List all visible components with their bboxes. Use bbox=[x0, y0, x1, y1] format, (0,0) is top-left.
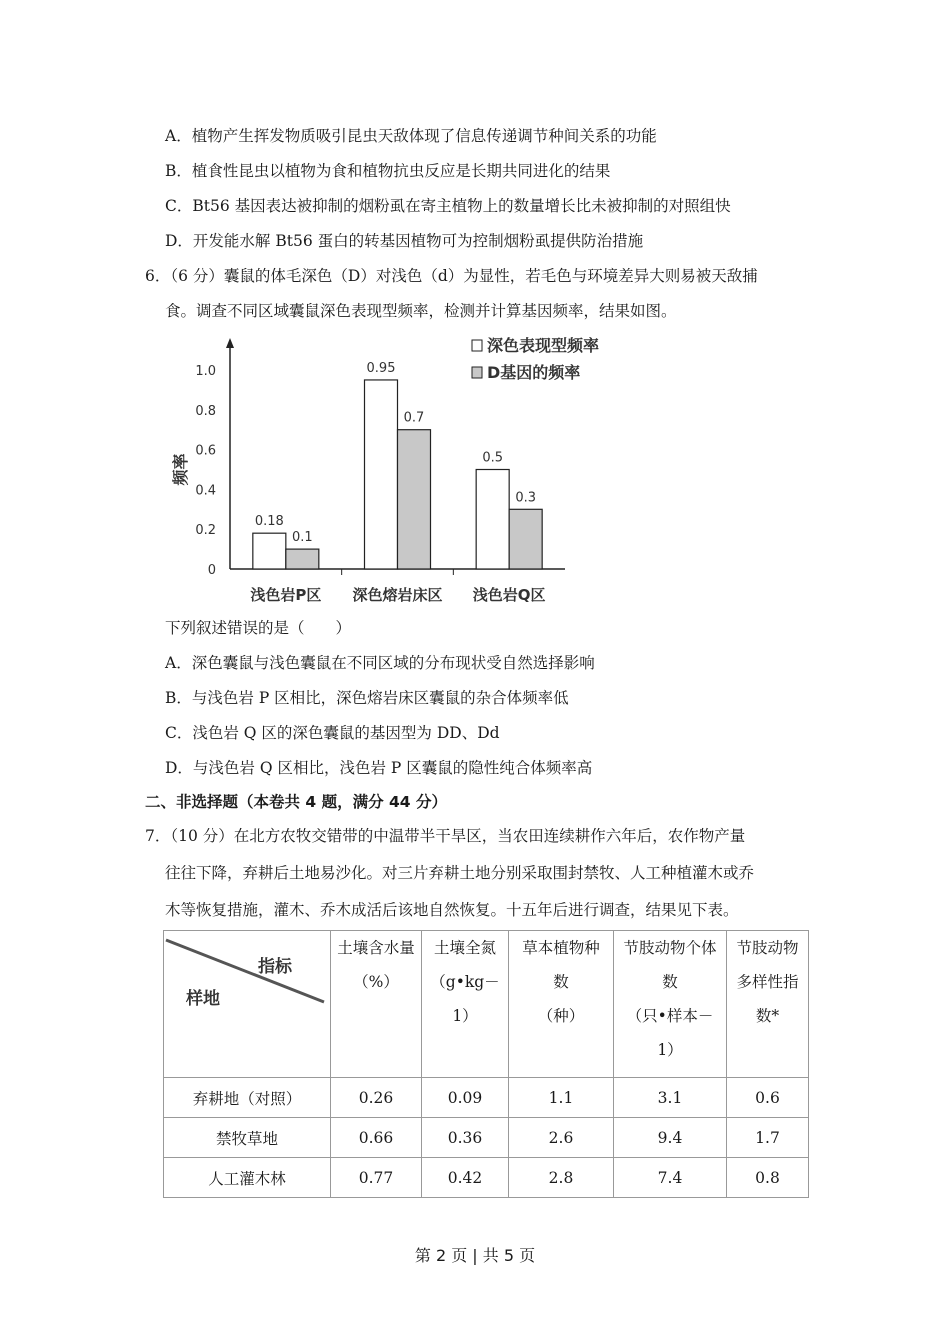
header-herb-species: 草本植物种 数 （种） bbox=[509, 931, 614, 1078]
row-value: 1.1 bbox=[509, 1078, 614, 1118]
legend-swatch bbox=[472, 340, 482, 351]
q6-prompt: 下列叙述错误的是（ ） bbox=[165, 619, 352, 637]
chart-bars bbox=[253, 361, 542, 569]
survey-table bbox=[163, 930, 809, 1198]
row-value: 0.26 bbox=[331, 1078, 422, 1118]
table-header-row bbox=[164, 931, 809, 1078]
q5-option-c: C．Bt56 基因表达被抑制的烟粉虱在寄主植物上的数量增长比未被抑制的对照组快 bbox=[165, 197, 731, 215]
q6-stem-line2: 食。调查不同区域囊鼠深色表现型频率，检测并计算基因频率，结果如图。 bbox=[165, 302, 677, 320]
q7-stem-line1: 7．（10 分）在北方农牧交错带的中温带半干旱区，当农田连续耕作六年后，农作物产量 bbox=[145, 827, 746, 845]
q7-stem-line2: 往往下降，弃耕后土地易沙化。对三片弃耕土地分别采取围封禁牧、人工种植灌木或乔 bbox=[165, 864, 755, 882]
row-value: 7.4 bbox=[614, 1158, 727, 1198]
row-value: 1.7 bbox=[727, 1118, 809, 1158]
row-value: 0.77 bbox=[331, 1158, 422, 1198]
bar-gene-0 bbox=[286, 549, 319, 569]
table-row bbox=[164, 1078, 809, 1118]
x-category-label: 浅色岩Q区 bbox=[472, 586, 546, 604]
y-tick-label: 0.2 bbox=[195, 523, 216, 539]
y-tick-label: 0.8 bbox=[195, 403, 216, 419]
q5-option-b: B．植食性昆虫以植物为食和植物抗虫反应是长期共同进化的结果 bbox=[165, 162, 611, 180]
table-row bbox=[164, 1158, 809, 1198]
y-tick-label: 0 bbox=[207, 563, 216, 578]
q6-stem-line1: 6．（6 分）囊鼠的体毛深色（D）对浅色（d）为显性，若毛色与环境差异大则易被天敌捕 bbox=[145, 267, 758, 285]
y-axis-label: 频率 bbox=[171, 453, 190, 486]
row-site: 弃耕地（对照） bbox=[164, 1078, 331, 1118]
header-arthropod-count: 节肢动物个体 数 （只•样本－ 1） bbox=[614, 931, 727, 1078]
row-site: 禁牧草地 bbox=[164, 1118, 331, 1158]
row-value: 9.4 bbox=[614, 1118, 727, 1158]
row-value: 0.66 bbox=[331, 1118, 422, 1158]
row-value: 2.6 bbox=[509, 1118, 614, 1158]
header-soil-nitrogen: 土壤全氮 （g•kg－ 1） bbox=[422, 931, 509, 1078]
corner-label-site: 样地 bbox=[186, 988, 220, 1009]
row-value: 0.09 bbox=[422, 1078, 509, 1118]
row-value: 0.36 bbox=[422, 1118, 509, 1158]
chart-legend bbox=[472, 336, 599, 382]
page-footer: 第 2 页 | 共 5 页 bbox=[414, 1246, 536, 1265]
bar-phenotype-1 bbox=[365, 380, 398, 569]
q5-option-d: D．开发能水解 Bt56 蛋白的转基因植物可为控制烟粉虱提供防治措施 bbox=[165, 232, 644, 250]
bar-value-label: 0.3 bbox=[515, 490, 537, 506]
q6-option-a: A．深色囊鼠与浅色囊鼠在不同区域的分布现状受自然选择影响 bbox=[165, 654, 595, 672]
q5-option-a: A．植物产生挥发物质吸引昆虫天敌体现了信息传递调节种间关系的功能 bbox=[165, 127, 657, 145]
bar-gene-1 bbox=[398, 430, 431, 569]
table-corner-cell bbox=[164, 931, 331, 1078]
y-tick-label: 0.4 bbox=[195, 483, 216, 499]
legend-label: D基因的频率 bbox=[487, 363, 581, 382]
y-tick-label: 0.6 bbox=[195, 443, 216, 459]
y-axis-arrow bbox=[226, 338, 234, 348]
table-row bbox=[164, 1118, 809, 1158]
section-heading: 二、非选择题（本卷共 4 题，满分 44 分） bbox=[145, 793, 447, 811]
legend-label: 深色表现型频率 bbox=[487, 336, 600, 355]
q6-option-c: C．浅色岩 Q 区的深色囊鼠的基因型为 DD、Dd bbox=[165, 724, 500, 742]
row-value: 3.1 bbox=[614, 1078, 727, 1118]
header-arthropod-diversity: 节肢动物 多样性指 数* bbox=[727, 931, 809, 1078]
bar-value-label: 0.5 bbox=[482, 450, 504, 466]
bar-value-label: 0.1 bbox=[291, 530, 313, 546]
header-soil-moisture: 土壤含水量 （%） bbox=[331, 931, 422, 1078]
bar-value-label: 0.18 bbox=[254, 514, 284, 530]
row-value: 0.6 bbox=[727, 1078, 809, 1118]
row-site: 人工灌木林 bbox=[164, 1158, 331, 1198]
row-value: 2.8 bbox=[509, 1158, 614, 1198]
bar-gene-2 bbox=[509, 509, 542, 569]
bar-value-label: 0.7 bbox=[403, 410, 425, 426]
corner-label-indicator: 指标 bbox=[258, 956, 292, 977]
row-value: 0.8 bbox=[727, 1158, 809, 1198]
bar-phenotype-0 bbox=[253, 533, 286, 569]
frequency-bar-chart bbox=[160, 328, 630, 618]
bar-phenotype-2 bbox=[476, 470, 509, 570]
q6-option-b: B．与浅色岩 P 区相比，深色熔岩床区囊鼠的杂合体频率低 bbox=[165, 689, 569, 707]
q6-option-d: D．与浅色岩 Q 区相比，浅色岩 P 区囊鼠的隐性纯合体频率高 bbox=[165, 759, 593, 777]
x-category-label: 浅色岩P区 bbox=[250, 586, 322, 604]
q7-stem-line3: 木等恢复措施，灌木、乔木成活后该地自然恢复。十五年后进行调查，结果见下表。 bbox=[165, 901, 739, 919]
bar-value-label: 0.95 bbox=[366, 360, 396, 376]
row-value: 0.42 bbox=[422, 1158, 509, 1198]
legend-swatch bbox=[472, 367, 482, 378]
y-tick-label: 1.0 bbox=[195, 364, 216, 379]
x-category-label: 深色熔岩床区 bbox=[352, 586, 443, 604]
